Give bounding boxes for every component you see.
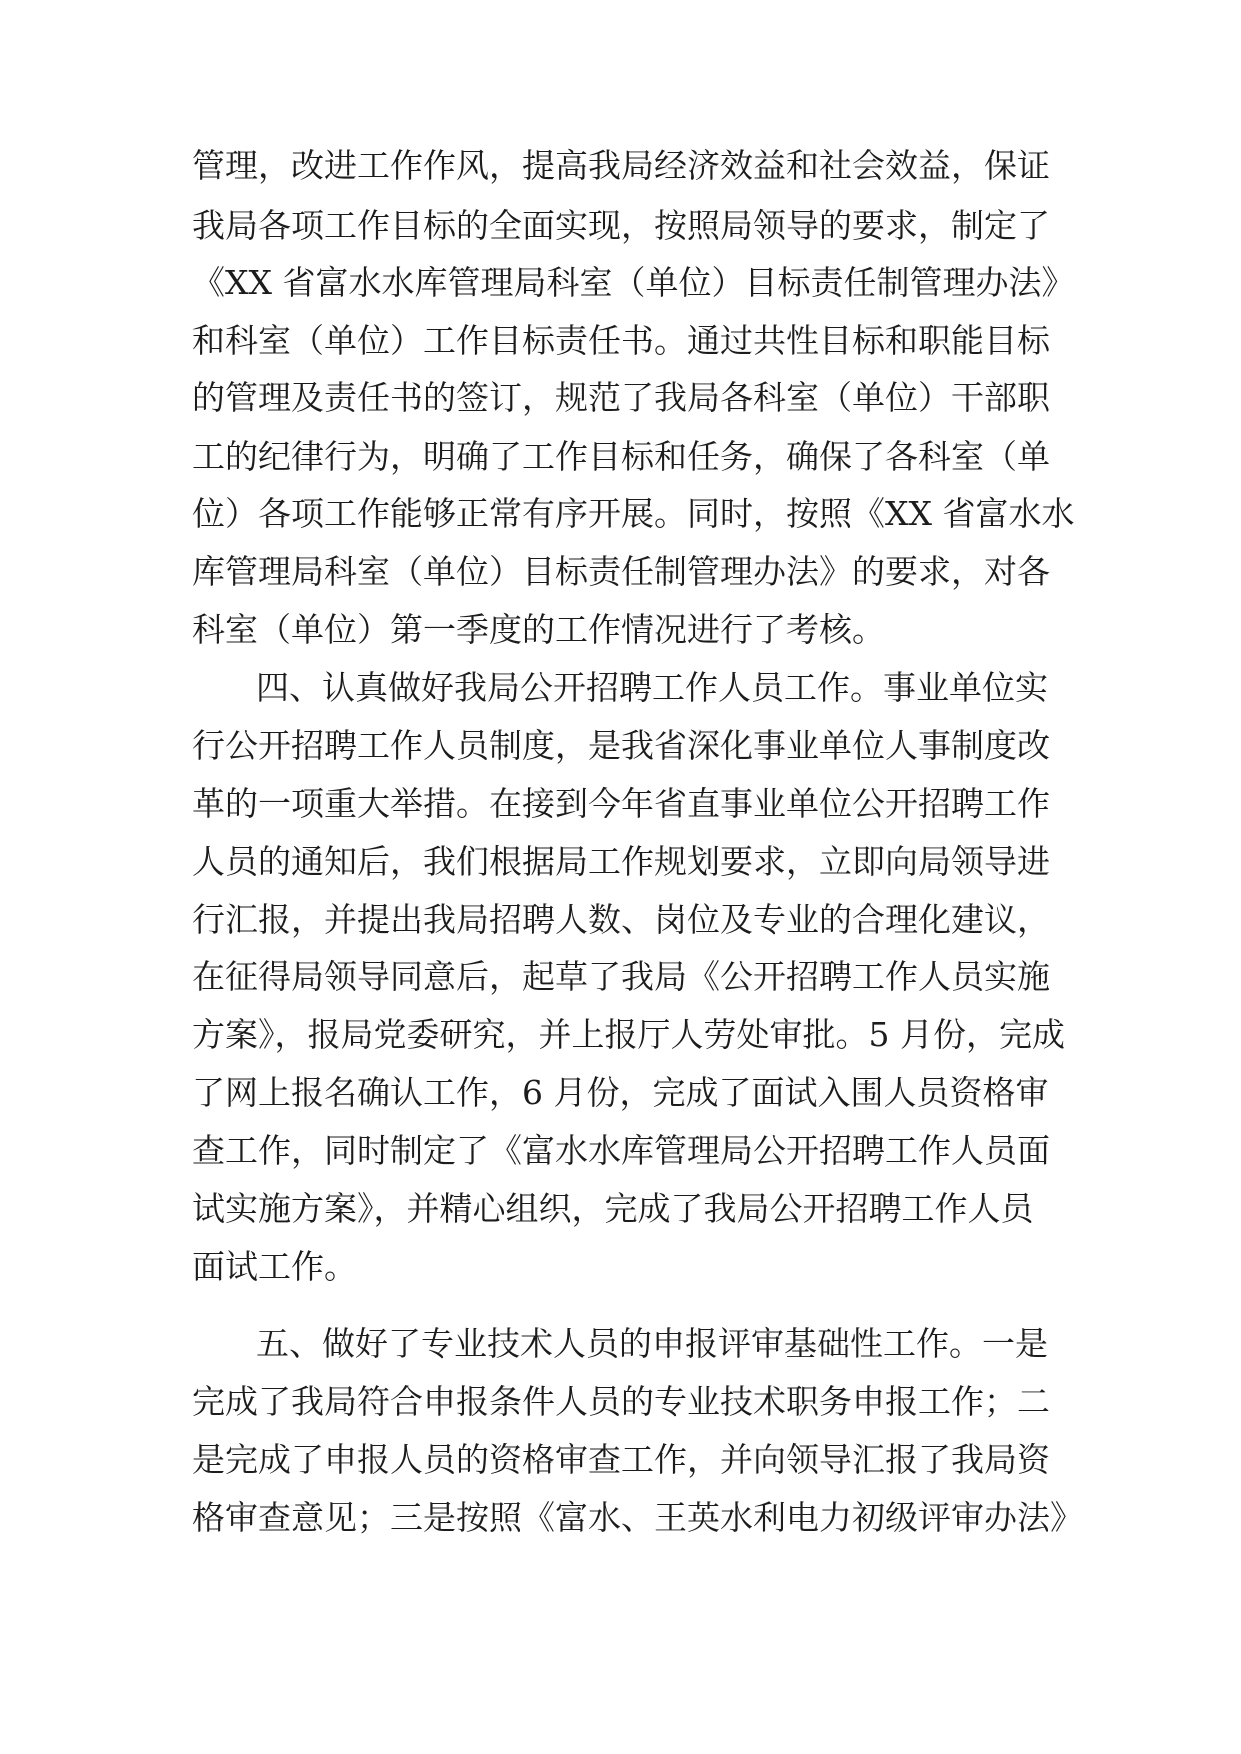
text-line: 完成了我局符合申报条件人员的专业技术职务申报工作；二	[192, 1382, 1050, 1421]
text-line: 人员的通知后，我们根据局工作规划要求，立即向局领导进	[192, 842, 1050, 881]
text-line: 在征得局领导同意后，起草了我局《公开招聘工作人员实施	[192, 957, 1050, 996]
text-line: 革的一项重大举措。在接到今年省直事业单位公开招聘工作	[192, 784, 1050, 823]
text-line: 我局各项工作目标的全面实现，按照局领导的要求，制定了	[192, 206, 1050, 245]
text-line: 位）各项工作能够正常有序开展。同时，按照《XX 省富水水	[192, 494, 1075, 533]
text-line: 库管理局科室（单位）目标责任制管理办法》的要求，对各	[192, 552, 1050, 591]
paragraph-start-line: 四、认真做好我局公开招聘工作人员工作。事业单位实	[256, 668, 1048, 707]
text-line: 试实施方案》，并精心组织，完成了我局公开招聘工作人员	[192, 1189, 1034, 1228]
text-line: 科室（单位）第一季度的工作情况进行了考核。	[192, 610, 885, 649]
text-line: 行汇报，并提出我局招聘人数、岗位及专业的合理化建议，	[192, 900, 1050, 939]
text-line: 格审查意见；三是按照《富水、王英水利电力初级评审办法》	[192, 1498, 1083, 1537]
text-line: 行公开招聘工作人员制度，是我省深化事业单位人事制度改	[192, 726, 1050, 765]
text-line: 方案》，报局党委研究，并上报厅人劳处审批。5 月份，完成	[192, 1015, 1065, 1054]
text-line: 和科室（单位）工作目标责任书。通过共性目标和职能目标	[192, 321, 1050, 360]
text-line: 管理，改进工作作风，提高我局经济效益和社会效益，保证	[192, 146, 1050, 185]
text-line: 面试工作。	[192, 1247, 357, 1286]
text-line: 工的纪律行为，明确了工作目标和任务，确保了各科室（单	[192, 437, 1050, 476]
text-line: 是完成了申报人员的资格审查工作，并向领导汇报了我局资	[192, 1440, 1050, 1479]
paragraph-start-line: 五、做好了专业技术人员的申报评审基础性工作。一是	[256, 1324, 1048, 1363]
text-line: 查工作，同时制定了《富水水库管理局公开招聘工作人员面	[192, 1131, 1050, 1170]
text-line: 《XX 省富水水库管理局科室（单位）目标责任制管理办法》	[192, 263, 1075, 302]
text-line: 的管理及责任书的签订，规范了我局各科室（单位）干部职	[192, 378, 1050, 417]
text-line: 了网上报名确认工作，6 月份，完成了面试入围人员资格审	[192, 1073, 1049, 1112]
